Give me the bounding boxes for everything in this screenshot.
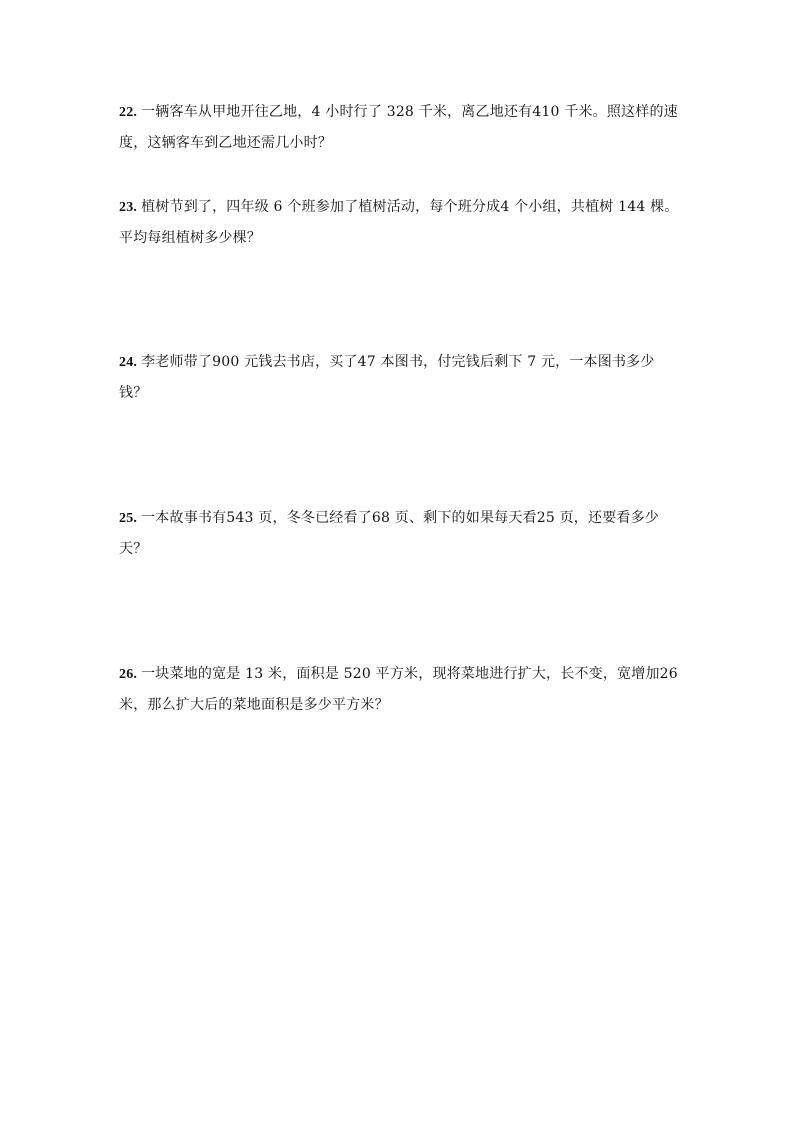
problem-number-separator: . xyxy=(133,511,138,526)
problem-number: 22 xyxy=(119,105,134,120)
problem-number: 23 xyxy=(119,200,134,215)
problem-25 xyxy=(119,503,679,564)
problem-number-separator: . xyxy=(133,667,138,682)
problem-23 xyxy=(119,192,679,253)
problem-26 xyxy=(119,659,679,720)
problem-number-separator: . xyxy=(133,200,138,215)
problem-text: 一辆客车从甲地开往乙地，4 小时行了 328 千米，离乙地还有410 千米。照这样的速度，这辆客车到乙地还需几小时？ xyxy=(119,104,678,151)
problem-number: 25 xyxy=(119,511,134,526)
problem-number: 24 xyxy=(119,355,134,370)
problem-24 xyxy=(119,347,679,408)
problem-text: 李老师带了900 元钱去书店，买了47 本图书，付完钱后剩下 7 元，一本图书多少钱？ xyxy=(119,354,655,401)
problem-number-separator: . xyxy=(133,355,138,370)
problem-number-separator: . xyxy=(133,105,138,120)
problem-text: 植树节到了，四年级 6 个班参加了植树活动，每个班分成4 个小组，共植树 144 棵。平均每组植树多少棵？ xyxy=(119,199,679,246)
problem-number: 26 xyxy=(119,667,134,682)
problem-text: 一块菜地的宽是 13 米，面积是 520 平方米，现将菜地进行扩大，长不变，宽增加26 米，那么扩大后的菜地面积是多少平方米？ xyxy=(119,666,678,713)
problem-22 xyxy=(119,97,679,158)
problem-text: 一本故事书有543 页，冬冬已经看了68 页、剩下的如果每天看25 页，还要看多少天？ xyxy=(119,510,660,557)
